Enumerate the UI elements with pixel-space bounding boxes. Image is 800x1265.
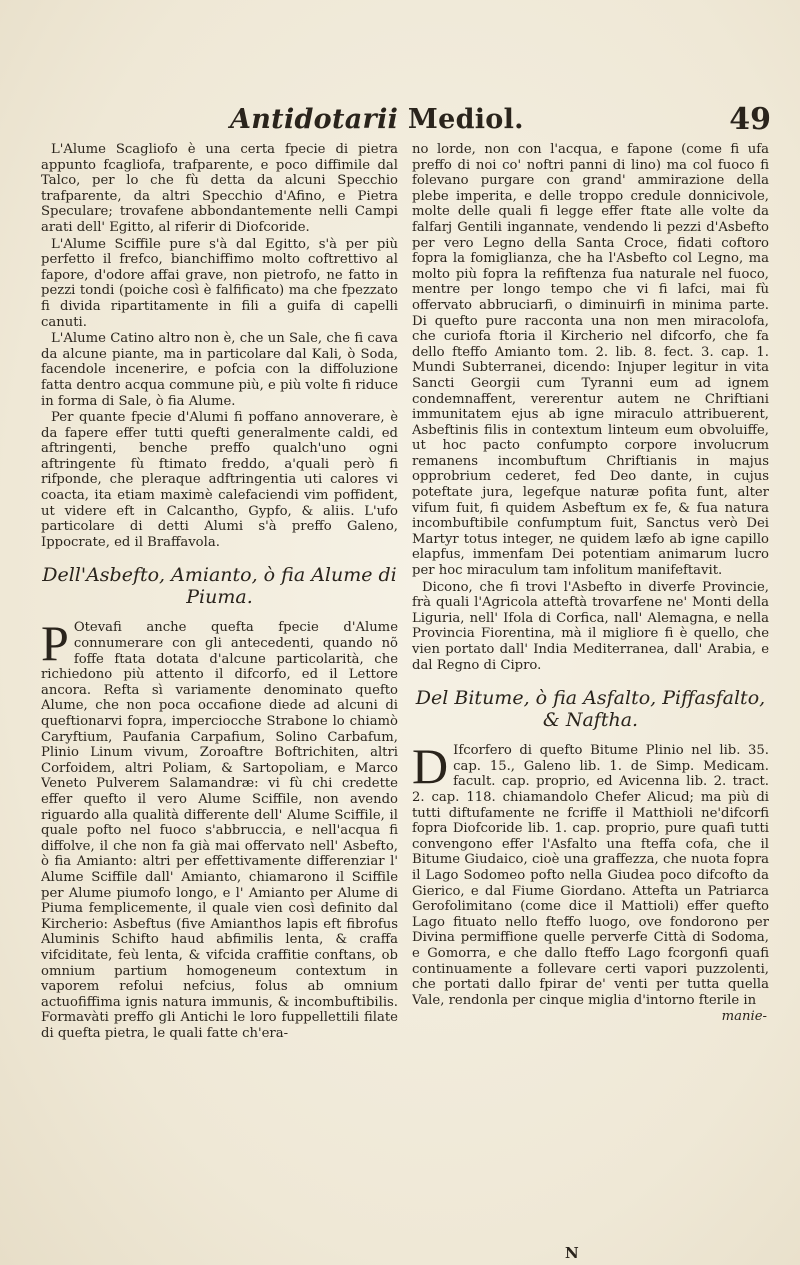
section-heading-asbesto: Dell'Asbefto, Amianto, ò fia Alume di Piuma. bbox=[42, 564, 397, 609]
left-column bbox=[41, 142, 398, 1257]
running-title-italic: Antidotarii bbox=[230, 104, 399, 135]
paragraph-asbesto-text: Otevafi anche quefta fpecie d'Alume connumerare con gli antecedenti, quando nõ foffe ftata dotata d'alcune particolarità, che richiedono più attento il difcorfo, ed il Lettore ancora. Refta sì variamente denominato quefto Alume, che non poca occafione diede ad alcuni di queftionarvi fopra, imperciocche Strabone lo chiamò Caryftium, Paufania Carpafium, Solino Carbafum, Plinio Linum vivum, Zoroaftre Boftrichiten, altri Corfoidem, altri Poliam, & Sartopoliam, e Marco Veneto Pulverem Salamandræ: vi fù chi credette effer quefto il vero Alume Sciffile, non avendo riguardo alla qualità differente dell' Alume Sciffile, il quale pofto nel fuoco s'abbruccia, e nell'acqua fi diffolve, il che non fa già mai offervato nell' Asbefto, ò fia Amianto: altri per effettivamente differenziar l' Alume Sciffile dall' Amianto, chiamarono il Sciffile per Alume piumofo longo, e l' Amianto per Alume di Piuma femplicemente, il quale vien così definito dal Kircherio: Asbeftus (five Amianthos lapis eft fibrofus Aluminis Schifto haud abfimilis lenta, & craffa vifciditate, feù lenta, & vifcida craffitie conftans, ob omnium partium homogeneum contextum in vaporem refolui nefcius, folus ab omnium actuofiffima ignis natura immunis, & incombuftibilis. Formavàti preffo gli Antichi le loro fuppellettili filate di quefta pietra, le quali fatte ch'era- bbox=[41, 620, 398, 1041]
signature-mark: N bbox=[565, 1244, 579, 1262]
paragraph-asbesto-continued: no lorde, non con l'acqua, e fapone (come fi ufa preffo di noi co' noftri panni di lino) ma col fuoco fi folevano purgare con grand' ammirazione della plebe imperita, e delle troppo credule donnicivole, molte delle quali fi legge effer ftate alle volte da falfarj Gentili ingannate, vendendo li pezzi d'Asbefto per vero Legno della Santa Croce, fidati coftoro fopra la fomiglianza, che ha l'Asbefto col Legno, ma molto più fopra la refiftenza fua naturale nel fuoco, mentre per longo tempo che vi fi lafci, mai fù offervato abbruciarfi, o diminuirfi in minima parte. Di quefto pure racconta una non men miracolofa, che curiofa ftoria il Kircherio nel difcorfo, che fa dello fteffo Amianto tom. 2. lib. 8. fect. 3. cap. 1. Mundi Subterranei, dicendo: Injuper legitur in vita Sancti Georgii cum Tyranni eum ad ignem condemnaffent, vererentur autem ne Chriftiani immunitatem ejus ab igne miraculo attribuerent, Asbeftinis filis in contextum linteum eum obvoluiffe, ut hoc pacto confumpto corpore involucrum remanens incombuftum Chriftianis in majus opprobrium cederet, fed Deo dante, in cujus poteftate jura, legefque naturæ pofita funt, alter vifum fuit, fi quidem Asbeftum ex fe, & fua natura incombuftibile confumptum fuit, Sanctus verò Dei Martyr totus integer, ne quidem læfo ab igne capillo elapfus, immenfam Dei potentiam animarum lucro per hoc miraculum tam infolitum manifeftavit. bbox=[412, 142, 769, 579]
page-number: 49 bbox=[729, 102, 771, 137]
paragraph-alume-sciffile: L'Alume Sciffile pure s'à dal Egitto, s'à per più perfetto il frefco, bianchiffimo molto coftrettivo al fapore, d'odore affai grave, non pietrofo, ne fatto in pezzi tondi (poiche così è falfificato) ma che fpezzato fi divida ripartitamente in fili a guifa di capelli canuti. bbox=[41, 236, 398, 330]
paragraph-alumi-qualities: Per quante fpecie d'Alumi fi poffano annoverare, è da fapere effer tutti quefti generalmente caldi, ed aftringenti, benche preffo qualch'uno ogni aftringente fù ftimato freddo, a'quali però fi rifponde, che pleraque adftringentia uti calores vi coacta, ita etiam maximè calefaciendi vim poffident, ut videre eft in Calcantho, Gypfo, & aliis. L'ufo particolare di detti Alumi s'à preffo Galeno, Ippocrate, ed il Braffavola. bbox=[41, 410, 398, 550]
drop-cap-letter: D bbox=[412, 738, 449, 795]
paragraph-alume-scagliofo: L'Alume Scagliofo è una certa fpecie di pietra appunto fcagliofa, trafparente, e poco diffimile dal Talco, per lo che fù detta da alcuni Specchio trafparente, da altri Specchio d'Afino, e Pietra Speculare; trovafene abbondantemente nelli Campi arati dell' Egitto, al riferir di Diofcoride. bbox=[41, 142, 398, 235]
right-column bbox=[412, 142, 769, 1257]
drop-cap-letter: P bbox=[41, 615, 69, 672]
running-head bbox=[40, 100, 775, 140]
running-title-roman: Mediol. bbox=[407, 104, 524, 135]
paragraph-alume-catino: L'Alume Catino altro non è, che un Sale, che fi cava da alcune piante, ma in particolare dal Kali, ò Soda, facendole incenerire, e pofcia con la diffoluzione fatta dentro acqua commune più, e più volte fi riduce in forma di Sale, ò fia Alume. bbox=[41, 331, 398, 409]
catchword: manie- bbox=[721, 1009, 767, 1025]
running-title bbox=[230, 104, 524, 135]
paragraph-bitume-text: Ifcorfero di quefto Bitume Plinio nel lib. 35. cap. 15., Galeno lib. 1. de Simp. Medicam. facult. cap. proprio, ed Avicenna lib. 2. tract. 2. cap. 118. chiamandolo Chefer Alicud; ma più di tutti diftufamente ne fcriffe il Matthioli ne'difcorfi fopra Diofcoride lib. 1. cap. proprio, pure quafi tutti convengono effer l'Asfalto una fteffa cofa, che il Bitume Giudaico, cioè una graffezza, che nuota fopra il Lago Sodomeo pofto nella Giudea poco difcofto da Gierico, e dal Fiume Giordano. Attefta un Patriarca Gerofolimitano (come dice il Mattioli) effer quefto Lago fituato nello fteffo luogo, ove fondorono per Divina permiffione quelle perverfe Città di Sodoma, e Gomorra, e che dallo fteffo Lago fcorgonfi quafi continuamente a follevare certi vapori puzzolenti, che portati dallo fpirar de' venti per tutta quella Vale, rendonla per cinque miglia d'intorno fterile in bbox=[412, 743, 769, 1008]
paragraph-asbesto-provinces: Dicono, che fi trovi l'Asbefto in diverfe Provincie, frà quali l'Agricola atteftà trovarfene ne' Monti della Liguria, nell' Ifola di Corfica, nall' Alemagna, e nella Provincia Fiorentina, mà il migliore fi è quello, che vien portato dall' India Mediterranea, dall' Arabia, e dal Regno di Cipro. bbox=[412, 579, 769, 673]
paragraph-asbesto-intro bbox=[41, 615, 398, 1041]
paragraph-bitume-intro bbox=[412, 738, 769, 1008]
section-heading-bitume: Del Bitume, ò fia Asfalto, Piffasfalto, & Naftha. bbox=[415, 687, 766, 732]
